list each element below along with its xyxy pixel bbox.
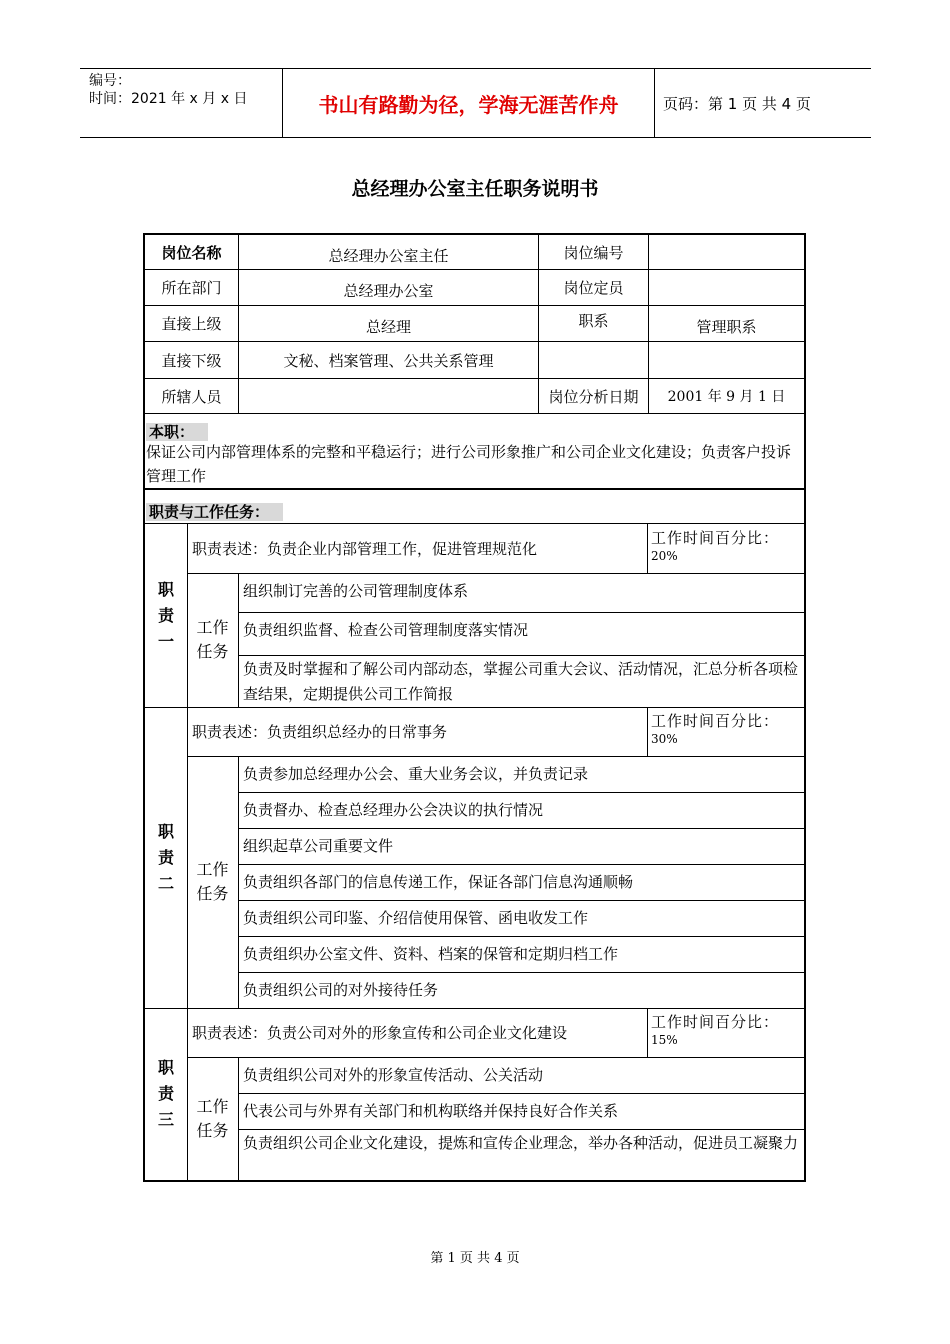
value-headcount xyxy=(649,270,804,305)
label-headcount: 岗位定员 xyxy=(563,279,624,297)
value-supervisor: 总经理 xyxy=(365,318,411,336)
divider xyxy=(238,612,804,613)
time-percentage-value: 15% xyxy=(651,1033,678,1047)
divider xyxy=(187,573,804,574)
task-item: 负责组织各部门的信息传递工作，保证各部门信息沟通顺畅 xyxy=(243,873,634,891)
task-item: 负责组织公司印鉴、介绍信使用保管、函电收发工作 xyxy=(243,909,589,927)
responsibilities-label: 职责与工作任务： xyxy=(146,503,283,521)
responsibility-name-char: 责 xyxy=(157,605,174,625)
value-subordinates: 文秘、档案管理、公共关系管理 xyxy=(283,351,494,370)
divider xyxy=(238,828,804,829)
divider xyxy=(187,1057,804,1058)
responsibility-name-char: 责 xyxy=(157,847,174,867)
number-label: 编号： xyxy=(89,73,131,89)
label-job-family: 职系 xyxy=(578,312,609,330)
task-item: 负责组织办公室文件、资料、档案的保管和定期归档工作 xyxy=(243,945,619,963)
value-position-code xyxy=(649,235,804,269)
value-staff xyxy=(239,379,538,413)
responsibilities-label-wrap xyxy=(146,501,283,522)
responsibility-name-char: 职 xyxy=(157,821,174,841)
responsibility-name xyxy=(145,1008,187,1180)
task-item: 负责及时掌握和了解公司内部动态，掌握公司重大会议、活动情况，汇总分析各项检查结果，定期提供公司工作简报 xyxy=(243,660,799,703)
label-department: 所在部门 xyxy=(161,279,222,297)
motto: 书山有路勤为径，学海无涯苦作舟 xyxy=(282,69,655,137)
task-label xyxy=(187,573,238,707)
divider xyxy=(238,864,804,865)
divider xyxy=(238,1093,804,1094)
responsibility-name-char: 职 xyxy=(157,1058,174,1077)
time-percentage xyxy=(651,527,804,563)
time-percentage-label: 工作时间百分比： xyxy=(651,1013,780,1031)
responsibility-statement: 职责表述：负责组织总经办的日常事务 xyxy=(192,723,448,741)
responsibility-name xyxy=(145,524,187,707)
task-label xyxy=(187,756,238,1008)
value-empty-r4 xyxy=(649,342,804,378)
divider xyxy=(187,756,804,757)
divider xyxy=(238,1129,804,1130)
task-item: 组织制订完善的公司管理制度体系 xyxy=(243,582,469,600)
responsibility-name-char: 一 xyxy=(157,631,174,651)
responsibility-name-char: 职 xyxy=(157,579,174,599)
time-percentage xyxy=(651,1011,804,1047)
value-analysis-date: 2001 年 9 月 1 日 xyxy=(667,389,786,405)
time-percentage-label: 工作时间百分比： xyxy=(651,529,780,547)
task-label-line: 工作 xyxy=(196,860,229,879)
date-label: 时间：2021 年 x 月 x 日 xyxy=(89,91,248,107)
divider xyxy=(647,1008,648,1057)
task-label xyxy=(187,1057,238,1180)
label-position-code: 岗位编号 xyxy=(563,243,624,262)
task-label-line: 任务 xyxy=(196,1120,229,1140)
document-title: 总经理办公室主任职务说明书 xyxy=(351,178,599,200)
task-label-line: 任务 xyxy=(196,884,229,903)
responsibility-name-char: 二 xyxy=(157,873,174,893)
divider xyxy=(238,655,804,656)
divider xyxy=(647,707,648,756)
divider xyxy=(238,792,804,793)
label-analysis-date: 岗位分析日期 xyxy=(548,387,639,406)
job-description-form xyxy=(143,233,806,1182)
responsibility-statement: 职责表述：负责公司对外的形象宣传和公司企业文化建设 xyxy=(192,1024,568,1042)
responsibility-statement: 职责表述：负责企业内部管理工作，促进管理规范化 xyxy=(192,540,538,558)
task-item: 负责组织监督、检查公司管理制度落实情况 xyxy=(243,621,529,639)
label-staff: 所辖人员 xyxy=(161,387,222,406)
value-department: 总经理办公室 xyxy=(343,282,434,300)
time-percentage-value: 30% xyxy=(651,732,678,746)
value-position-name: 总经理办公室主任 xyxy=(328,246,449,265)
responsibility-name xyxy=(145,707,187,1008)
task-item: 负责督办、检查总经理办公会决议的执行情况 xyxy=(243,801,544,819)
divider xyxy=(238,900,804,901)
time-percentage xyxy=(651,710,804,746)
divider xyxy=(238,936,804,937)
task-label-line: 工作 xyxy=(196,618,229,637)
page-footer: 第 1 页 共 4 页 xyxy=(430,1251,520,1266)
task-item: 负责组织公司的对外接待任务 xyxy=(243,981,439,999)
label-position-name: 岗位名称 xyxy=(161,243,222,262)
responsibility-name-char: 三 xyxy=(157,1110,174,1129)
responsibility-name-char: 责 xyxy=(157,1084,174,1103)
label-subordinates: 直接下级 xyxy=(161,351,222,370)
divider xyxy=(647,524,648,573)
divider xyxy=(238,972,804,973)
task-label-line: 任务 xyxy=(196,642,229,661)
label-supervisor: 直接上级 xyxy=(161,315,222,333)
duty-text: 保证公司内部管理体系的完整和平稳运行；进行公司形象推广和公司企业文化建设；负责客户投诉管理工作 xyxy=(146,443,792,485)
duty-label-wrap xyxy=(146,421,208,442)
task-item: 负责参加总经理办公会、重大业务会议，并负责记录 xyxy=(243,765,589,783)
task-item: 负责组织公司对外的形象宣传活动、公关活动 xyxy=(243,1066,544,1084)
task-item: 组织起草公司重要文件 xyxy=(243,837,394,855)
task-item: 代表公司与外界有关部门和机构联络并保持良好合作关系 xyxy=(243,1102,619,1120)
task-label-line: 工作 xyxy=(196,1096,229,1116)
time-percentage-value: 20% xyxy=(651,549,678,563)
page-indicator: 页码：第 1 页 共 4 页 xyxy=(663,94,811,113)
page-header xyxy=(80,68,871,138)
time-percentage-label: 工作时间百分比： xyxy=(651,712,780,730)
header-meta xyxy=(80,69,282,137)
label-empty-r4 xyxy=(539,342,648,378)
value-job-family: 管理职系 xyxy=(696,318,757,336)
task-item: 负责组织公司企业文化建设，提炼和宣传企业理念，举办各种活动，促进员工凝聚力 xyxy=(243,1134,799,1152)
duty-label: 本职： xyxy=(146,423,208,441)
